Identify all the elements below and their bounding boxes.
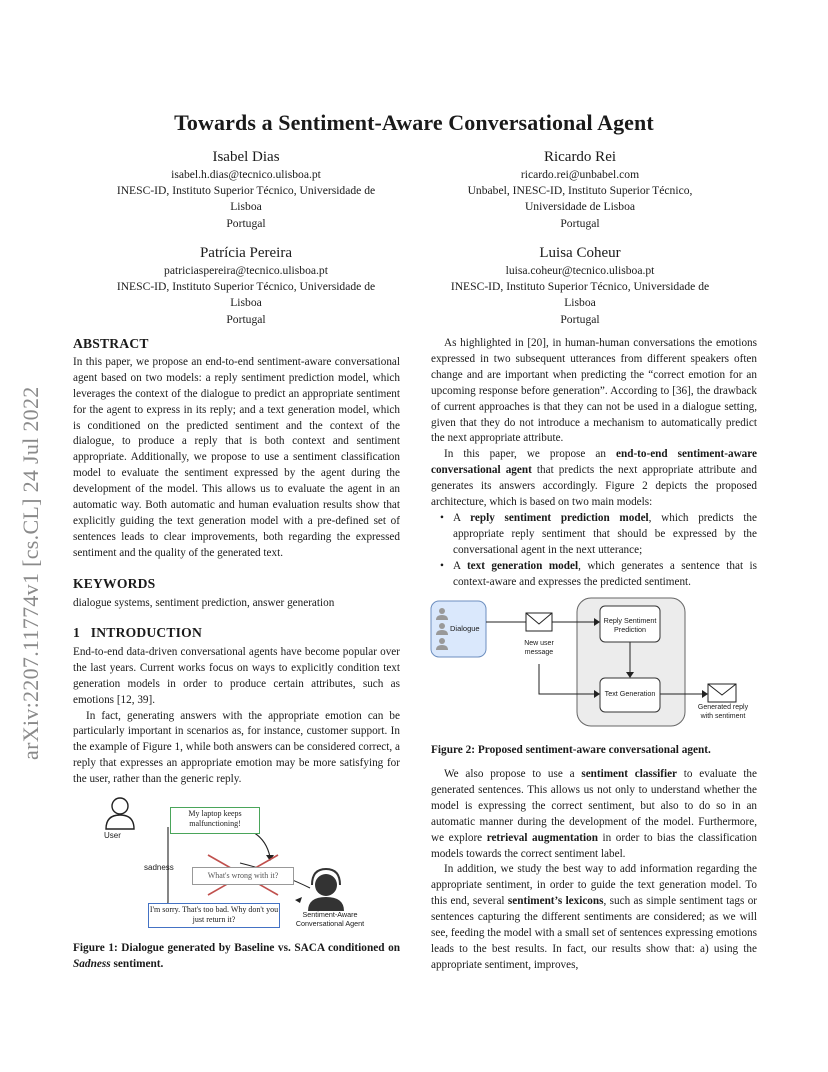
author-country: Portugal [560,312,600,326]
author-email: patriciaspereira@tecnico.ulisboa.pt [164,264,328,277]
author-name: Patrícia Pereira [199,245,293,261]
intro-paragraph: In fact, generating answers with the appropriate emotion can be particularly important in scenarios as, for instance, customer support. In the example of Figure 1, while both answers can be considered correct, a reply that expresses an appropriate emotion may be more satisfying for the user, rather than the generic reply. [73,709,400,786]
model-list [431,511,757,591]
author-name: Ricardo Rei [543,149,617,165]
saca-reply-bubble: I'm sorry. That's too bad. Why don't you just return it? [148,903,280,928]
left-column [73,336,400,562]
keywords-text: dialogue systems, sentiment prediction, answer generation [73,596,335,609]
text-span: that predicts the next appropriate attribute and generates its answers accordingly. Figure 2 depicts the proposed architecture, which is based on two main models: [431,464,757,509]
figure-2-caption: Figure 2: Proposed sentiment-aware conversational agent. [431,744,711,756]
author-affiliation: INESC-ID, Instituto Superior Técnico, Universidade de [116,280,376,294]
figure-1 [90,793,390,933]
text-bold: end-to-end sentiment-aware conversational agent [431,448,758,477]
body-paragraph: We also propose to use a sentiment classifier to evaluate the generated sentences. This allows us not only to understand whether the model is expressing the correct sentiment, but also to do so in an automatic manner during the development of the model. Furthermore, we explore retrieval augmentation in order to bias the classification models towards the correct sentiment label. [431,768,757,860]
author-country: Portugal [560,216,600,230]
dialogue-label: Dialogue [450,624,480,633]
new-message-label: New user message [524,640,554,656]
text-generation-box: Text Generation [604,689,656,698]
text-span: In this paper, we propose an [444,448,617,461]
figure-2 [430,596,760,736]
body-paragraph: In addition, we study the best way to add information regarding the appropriate sentiment, in order to guide the text generation model. To this end, several sentiment’s lexicons, such as simple sentiment tags or sentences capturing the different sentiments are considered; as we will see, feeding the model with a small set of sentences expressing emotions leads to the best results. In fact, our results show that: a) using the appropriate sentiment, improves, [431,863,758,971]
keywords-heading: KEYWORDS [73,576,156,591]
generated-reply-label: Generated reply with sentiment [697,704,749,720]
author-affiliation: INESC-ID, Instituto Superior Técnico, Universidade de [116,184,376,198]
author-affiliation-cont: Lisboa [230,296,262,310]
intro-paragraph: End-to-end data-driven conversational agents have become popular over the last years. Current works focus on ways to explicitly condition text generation models in order to produce certain attributes, such as emotions [12, 39]. [73,645,400,706]
body-paragraph [431,447,757,511]
author-country: Portugal [226,312,266,326]
baseline-reply-bubble: What's wrong with it? [192,867,294,885]
user-label: User [104,831,121,840]
right-column-bottom [431,767,757,974]
abstract-heading: ABSTRACT [73,336,149,351]
author-block [66,244,426,328]
author-affiliation-cont: Lisboa [564,296,596,310]
keywords-section [73,576,400,612]
body-paragraph: As highlighted in [20], in human-human conversations the emotions expressed in two subsequent utterances from different speakers often change and are important when predicting the “correct emotion for an upcoming response before generation”. According to [36], the drawback of current approaches is that they can not be used in a dialogue setting, given that they do not introduce a mechanism to automatically predict the next appropriate attribute. [431,337,757,445]
user-message-bubble: My laptop keeps malfunctioning! [170,807,260,834]
figure-1-caption [73,940,400,972]
sadness-label: sadness [144,863,174,872]
reply-sentiment-prediction-box: Reply Sentiment Prediction [603,616,657,634]
author-affiliation-cont: Universidade de Lisboa [524,200,636,214]
paper-title: Towards a Sentiment-Aware Conversational Agent [174,110,654,135]
author-block [66,148,426,232]
author-country: Portugal [226,216,266,230]
caption-text: Figure 1: Dialogue generated by Baseline vs. SACA conditioned on [73,942,400,954]
author-block [400,244,760,328]
arxiv-identifier: arXiv:2207.11774v1 [cs.CL] 24 Jul 2022 [18,386,43,760]
author-name: Isabel Dias [212,149,280,165]
right-column-top [431,336,757,591]
abstract-text: In this paper, we propose an end-to-end sentiment-aware conversational agent based on two models: a reply sentiment prediction model, which leverages the context of the dialogue to predict an appropriate sentiment for the agent to express in its reply; and a text generation model, which is conditioned on the predicted sentiment and the context of the dialogue, to produce a reply that is both context and sentiment appropriate. Additionally, we propose to use a sentiment classification model to evaluate the sentiment expressed by the agent during the development of the model. This allows us to evaluate the agent in an automatic way. Both automatic and human evaluation results show that explicitly guiding the text generation model with a pre-defined set of sentences leads to clear improvements, both regarding the expressed sentiment and the quality of the generated text. [73,355,400,559]
author-affiliation-cont: Lisboa [230,200,262,214]
author-email: luisa.coheur@tecnico.ulisboa.pt [505,264,655,277]
author-affiliation: INESC-ID, Instituto Superior Técnico, Universidade de [450,280,710,294]
caption-emphasis: Sadness [73,958,111,970]
list-item: • A text generation model, which generates a sentence that is context-aware and expresses the predicted sentiment. [453,559,757,591]
author-affiliation: Unbabel, INESC-ID, Instituto Superior Técnico, [467,184,693,198]
author-name: Luisa Coheur [539,245,621,261]
agent-label: Sentiment-Aware Conversational Agent [295,910,365,928]
caption-text: sentiment. [110,958,164,970]
author-block [400,148,760,232]
list-item: • A reply sentiment prediction model, which predicts the appropriate reply sentiment that should be expressed by the conversational agent in the next utterance; [453,511,757,559]
introduction-heading: 1 INTRODUCTION [73,625,202,640]
introduction-section [73,625,400,788]
author-email: isabel.h.dias@tecnico.ulisboa.pt [171,168,321,181]
author-email: ricardo.rei@unbabel.com [520,168,640,181]
